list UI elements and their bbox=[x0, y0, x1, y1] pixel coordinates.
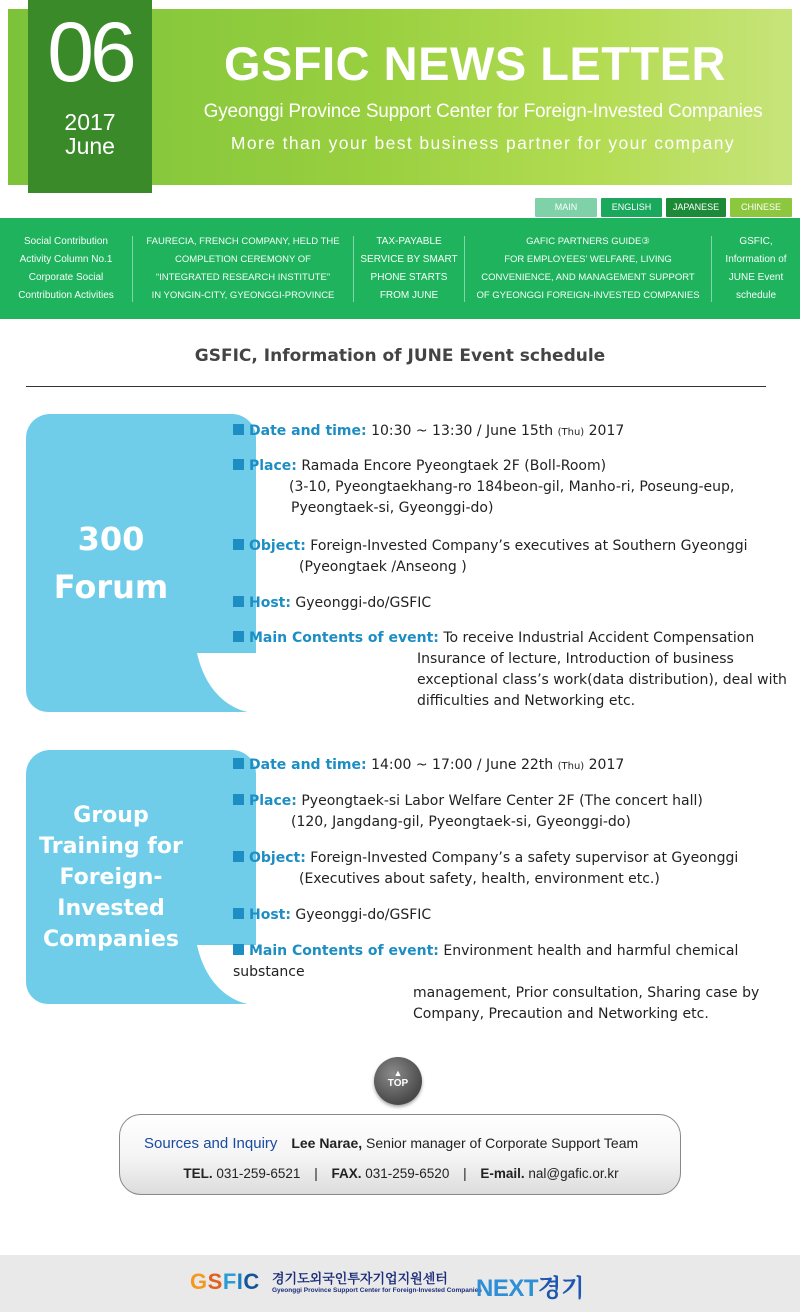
bullet-icon bbox=[233, 459, 244, 470]
event-host-row bbox=[233, 905, 793, 926]
inquiry-contact-line bbox=[144, 1135, 638, 1152]
top-button-label: TOP bbox=[387, 1078, 409, 1089]
tab-japanese[interactable]: JAPANESE bbox=[666, 198, 726, 217]
tab-english[interactable]: ENGLISH bbox=[601, 198, 662, 217]
newsletter-tagline: More than your best business partner for your company bbox=[230, 133, 736, 153]
nav-item-event-schedule[interactable] bbox=[712, 236, 800, 302]
event-date-row bbox=[233, 421, 793, 443]
bullet-icon bbox=[233, 944, 244, 955]
bullet-icon bbox=[233, 794, 244, 805]
date-value: 14:00 ~ 17:00 / June 22th bbox=[366, 757, 558, 773]
inquiry-box bbox=[119, 1114, 681, 1195]
inquiry-details-line bbox=[120, 1166, 682, 1181]
next-gyeonggi-logo[interactable] bbox=[476, 1268, 584, 1303]
place-line: (3-10, Pyeongtaekhang-ro 184beon-gil, Manho-ri, Poseung-eup, bbox=[289, 479, 735, 495]
contents-line: exceptional class’s work(data distribution), deal with bbox=[417, 672, 787, 688]
place-line: Pyeongtaek-si Labor Welfare Center 2F (The concert hall) bbox=[301, 793, 703, 809]
fax-label: FAX. bbox=[331, 1166, 362, 1181]
center-korean-name: 경기도외국인투자기업지원센터 bbox=[272, 1272, 448, 1287]
nav-item-label: GSFIC, Information of JUNE Event schedule bbox=[725, 235, 787, 301]
contents-line: management, Prior consultation, Sharing case by bbox=[413, 985, 760, 1001]
object-line: (Pyeongtaek /Anseong ) bbox=[299, 559, 467, 575]
gsfic-logo[interactable] bbox=[190, 1269, 260, 1295]
contents-line: difficulties and Networking etc. bbox=[417, 693, 636, 709]
bullet-icon bbox=[233, 908, 244, 919]
language-tabs bbox=[535, 198, 792, 217]
logo-letter: I bbox=[236, 1269, 244, 1294]
object-label: Object: bbox=[249, 850, 306, 866]
host-label: Host: bbox=[249, 907, 291, 923]
fax-value: 031-259-6520 bbox=[361, 1166, 450, 1181]
place-line: Ramada Encore Pyeongtaek 2F (Boll-Room) bbox=[301, 458, 607, 474]
separator: | bbox=[463, 1166, 467, 1181]
tel-label: TEL. bbox=[183, 1166, 213, 1181]
event-place-row bbox=[233, 791, 793, 833]
newsletter-title: GSFIC NEWS LETTER bbox=[224, 37, 726, 90]
place-label: Place: bbox=[249, 793, 297, 809]
host-value: Gyeonggi-do/GSFIC bbox=[295, 595, 432, 611]
date-label: Date and time: bbox=[249, 757, 367, 773]
tel-value: 031-259-6521 bbox=[212, 1166, 301, 1181]
nav-item-faurecia[interactable] bbox=[133, 236, 353, 302]
nav-item-social-contribution[interactable] bbox=[0, 236, 132, 302]
host-label: Host: bbox=[249, 595, 291, 611]
object-line: Foreign-Invested Company’s executives at Southern Gyeonggi bbox=[310, 538, 748, 554]
contents-line: Company, Precaution and Networking etc. bbox=[413, 1006, 709, 1022]
event-label-text: 300 Forum bbox=[53, 520, 169, 606]
arrow-up-icon: ▲ bbox=[393, 1068, 403, 1078]
nav-item-tax-payable[interactable] bbox=[354, 236, 464, 302]
contents-label: Main Contents of event: bbox=[249, 630, 439, 646]
bullet-icon bbox=[233, 596, 244, 607]
email-label: E-mail. bbox=[480, 1166, 525, 1181]
contents-line: Insurance of lecture, Introduction of business bbox=[417, 651, 734, 667]
logo-letter: F bbox=[222, 1269, 237, 1294]
page-title: GSFIC, Information of JUNE Event schedule bbox=[194, 346, 606, 366]
nav-item-partners-guide[interactable] bbox=[465, 236, 711, 302]
event-place-row bbox=[233, 456, 793, 519]
logo-letter: C bbox=[243, 1269, 260, 1294]
bullet-icon bbox=[233, 631, 244, 642]
object-line: Foreign-Invested Company’s a safety supervisor at Gyeonggi bbox=[310, 850, 739, 866]
nav-item-label: FAURECIA, FRENCH COMPANY, HELD THE COMPLETION CEREMONY OF “INTEGRATED RESEARCH INSTITUTE” IN YONGIN-CITY, GYEONGGI-PROVINCE bbox=[146, 235, 340, 301]
contents-label: Main Contents of event: bbox=[249, 943, 439, 959]
object-line: (Executives about safety, health, environment etc.) bbox=[299, 871, 660, 887]
date-year: 2017 bbox=[584, 423, 625, 439]
sources-and-inquiry-label: Sources and Inquiry bbox=[144, 1135, 278, 1152]
next-logo-text: NEXT bbox=[476, 1275, 539, 1302]
nav-item-label: GAFIC PARTNERS GUIDE③ FOR EMPLOYEES’ WELFARE, LIVING CONVENIENCE, AND MANAGEMENT SUPPORT OF GYEONGGI FOREIGN-INVESTED COMPANIES bbox=[476, 235, 700, 301]
date-value: 10:30 ~ 13:30 / June 15th bbox=[366, 423, 558, 439]
event-contents-row bbox=[233, 628, 793, 712]
event-date-row bbox=[233, 755, 793, 777]
back-to-top-button[interactable] bbox=[374, 1057, 422, 1105]
bullet-icon bbox=[233, 758, 244, 769]
place-line: Pyeongtaek-si, Gyeonggi-do) bbox=[291, 500, 494, 516]
event-label-300-forum bbox=[26, 414, 256, 712]
bullet-icon bbox=[233, 424, 244, 435]
newsletter-subtitle: Gyeonggi Province Support Center for Foreign-Invested Companies bbox=[203, 101, 763, 122]
next-logo-korean: 경기 bbox=[538, 1275, 585, 1302]
date-year: 2017 bbox=[584, 757, 625, 773]
object-label: Object: bbox=[249, 538, 306, 554]
bullet-icon bbox=[233, 851, 244, 862]
event-label-group-training bbox=[26, 750, 256, 1004]
nav-item-label: Social Contribution Activity Column No.1 Corporate Social Contribution Activities bbox=[18, 235, 114, 301]
nav-item-label: TAX-PAYABLE SERVICE BY SMART PHONE STARTS FROM JUNE bbox=[360, 235, 458, 301]
issue-badge bbox=[28, 0, 152, 193]
logo-letter: S bbox=[207, 1269, 223, 1294]
newsletter-header bbox=[0, 0, 800, 195]
date-weekday: (Thu) bbox=[557, 761, 585, 772]
tab-chinese[interactable]: CHINESE bbox=[730, 198, 792, 217]
event-object-row bbox=[233, 848, 793, 890]
email-link[interactable]: nal@gafic.or.kr bbox=[524, 1166, 619, 1181]
bullet-icon bbox=[233, 539, 244, 550]
contact-name: Lee Narae, bbox=[291, 1135, 363, 1151]
issue-number: 06 bbox=[47, 5, 133, 99]
date-label: Date and time: bbox=[249, 423, 367, 439]
logo-letter: G bbox=[190, 1269, 208, 1294]
date-weekday: (Thu) bbox=[557, 427, 585, 438]
article-navigation bbox=[0, 218, 800, 319]
event-label-text: Group Training for Foreign- Invested Companies bbox=[39, 802, 183, 952]
event-host-row bbox=[233, 593, 793, 614]
contact-role: Senior manager of Corporate Support Team bbox=[362, 1135, 639, 1151]
issue-month: June bbox=[65, 133, 115, 159]
event-object-row bbox=[233, 536, 793, 578]
host-value: Gyeonggi-do/GSFIC bbox=[295, 907, 432, 923]
tab-main[interactable]: MAIN bbox=[535, 198, 597, 217]
event-contents-row bbox=[233, 941, 793, 1025]
center-english-name: Gyeonggi Province Support Center for Foreign-Invested Companies bbox=[272, 1287, 482, 1294]
place-label: Place: bbox=[249, 458, 297, 474]
contents-line: Environment health and harmful chemical substance bbox=[233, 943, 739, 980]
issue-year: 2017 bbox=[64, 109, 116, 135]
contents-line: To receive Industrial Accident Compensation bbox=[443, 630, 755, 646]
separator: | bbox=[314, 1166, 318, 1181]
title-divider bbox=[26, 386, 766, 387]
footer bbox=[0, 1255, 800, 1312]
place-line: (120, Jangdang-gil, Pyeongtaek-si, Gyeonggi-do) bbox=[291, 814, 631, 830]
